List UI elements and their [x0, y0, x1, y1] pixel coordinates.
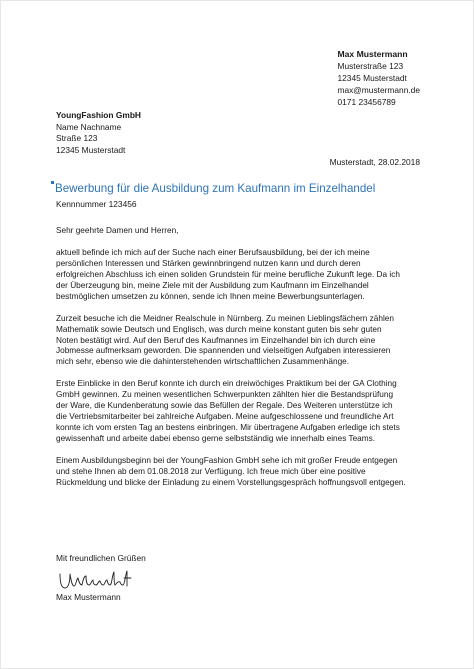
recipient-street: Straße 123 — [56, 133, 98, 144]
sender-street: Musterstraße 123 — [337, 61, 404, 72]
text-line: und stehe Ihnen ab dem 01.08.2018 zur Verfügung. Ich freue mich über eine positive — [56, 466, 366, 476]
recipient-contact: Name Nachname — [56, 121, 122, 132]
text-line: persönlichen Interessen und Stärken gewinnbringend nutzen kann und durch deren — [56, 258, 361, 268]
paragraph-internship — [56, 379, 428, 445]
text-line: GmbH gewinnen. Zu meinen wesentlichen Schwerpunkten zählten hier die Bestandsprüfung — [56, 390, 394, 400]
text-line: gewissenhaft und arbeite dabei ebenso gerne selbstständig wie innerhalb eines Teams. — [56, 434, 376, 444]
recipient-block — [56, 110, 141, 156]
text-line: erfolgreichen Abschluss ich einen soliden Grundstein für meine berufliche Zukunft lege. Da ich — [56, 269, 400, 279]
paragraph-closing — [56, 456, 428, 489]
salutation: Sehr geehrte Damen und Herren, — [56, 226, 179, 235]
text-line: bestmöglichen umsetzen zu können, sende ich Ihnen meine Bewerbungsunterlagen. — [56, 291, 365, 301]
text-line: Jobmesse aufmerksam geworden. Die spannenden und vielseitigen Aufgaben interessieren — [56, 346, 391, 356]
sender-block — [337, 48, 420, 108]
letter-subject: Bewerbung für die Ausbildung zum Kaufmann im Einzelhandel — [55, 182, 376, 195]
text-line: mich sehr, ebenso wie die dahinterstehenden wirtschaftlichen Zusammenhänge. — [56, 357, 350, 367]
recipient-city: 12345 Musterstadt — [56, 144, 126, 155]
letter-body — [56, 226, 428, 500]
signer-name: Max Mustermann — [56, 592, 121, 602]
text-line: konnte ich vom ersten Tag an bestens einbringen. Mir übertragene Aufgaben erledige ich stets — [56, 423, 400, 433]
paragraph-school — [56, 314, 428, 369]
text-line: Zurzeit besuche ich die Meidner Realschule in Nürnberg. Zu meinen Lieblingsfächern zählen — [56, 313, 394, 323]
text-line: Erste Einblicke in den Beruf konnte ich durch ein dreiwöchiges Praktikum bei der GA Clothing — [56, 379, 397, 389]
closing-formula: Mit freundlichen Grüßen — [56, 553, 146, 563]
text-line: Noten bestätigt wird. Auf den Beruf des Kaufmannes im Einzelhandel bin ich durch eine — [56, 335, 376, 345]
text-line: Rückmeldung und blicke der Einladung zu einem Vorstellungsgespräch hoffnungsvoll entgegen. — [56, 477, 406, 487]
text-line: Einem Ausbildungsbeginn bei der YoungFashion GmbH sehe ich mit großer Freude entgegen — [56, 455, 398, 465]
text-line: Mathematik sowie Deutsch und Englisch, was durch meine konstant guten bis sehr guten — [56, 324, 382, 334]
sender-email: max@mustermann.de — [337, 85, 420, 96]
text-line: aktuell befinde ich mich auf der Suche nach einer Berufsausbildung, bei der ich meine — [56, 247, 370, 257]
paragraph-marker — [51, 181, 54, 184]
recipient-company: YoungFashion GmbH — [56, 110, 141, 120]
text-line: die Vertriebsmitarbeiter bei zahlreiche Aufgaben. Meine aufgeschlossene und freundliche Art — [56, 412, 394, 422]
letter-date: Musterstadt, 28.02.2018 — [329, 157, 420, 167]
sender-city: 12345 Musterstadt — [337, 73, 407, 84]
reference-number: Kennnummer 123456 — [56, 199, 137, 209]
sender-name: Max Mustermann — [337, 49, 408, 59]
sender-phone: 0171 23456789 — [337, 97, 396, 108]
paragraph-intro — [56, 248, 428, 303]
text-line: der Überzeugung bin, meine Ziele mit der Ausbildung zum Kaufmann im Einzelhandel — [56, 280, 369, 290]
text-line: der Ware, die Kundenberatung sowie das Befüllen der Regale. Des Weiteren unterstütze ich — [56, 401, 393, 411]
